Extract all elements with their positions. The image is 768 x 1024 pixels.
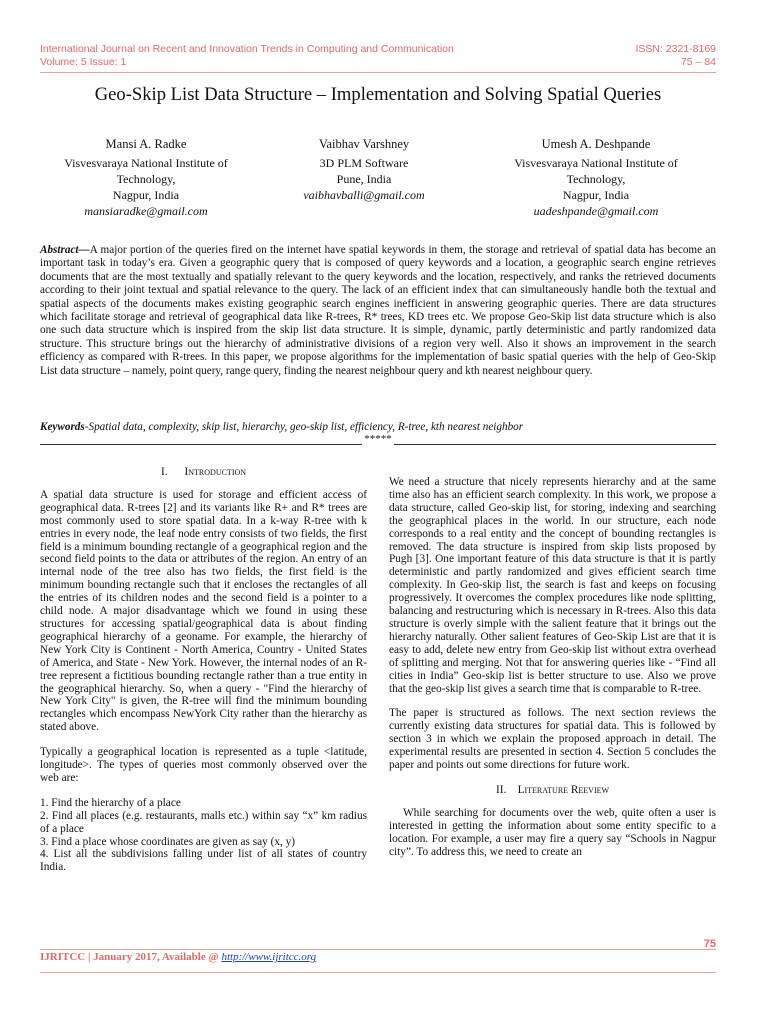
page-number: 75 <box>703 938 716 950</box>
author-affiliation: Visvesvaraya National Institute of <box>64 156 228 170</box>
header-rule <box>40 72 716 73</box>
author-3 <box>476 136 716 219</box>
author-affiliation: Technology, <box>116 172 176 186</box>
paper-title: Geo-Skip List Data Structure – Implementation and Solving Spatial Queries <box>94 84 662 105</box>
author-email: mansiaradke@gmail.com <box>84 204 208 218</box>
list-item: 3. Find a place whose coordinates are given as say (x, y) <box>40 835 296 848</box>
paragraph: Typically a geographical location is represented as a tuple <latitude, longitude>. The types of queries most commonly observed over the web are: <box>40 746 367 784</box>
separator-line <box>40 436 362 445</box>
paragraph: While searching for documents over the web, quite often a user is interested in getting the information about some entity specific to a location. For example, a user may fire a query say “Schools in Nagpur city”. To address this, we need to create an <box>389 806 716 858</box>
right-column <box>389 476 716 870</box>
separator-stars: ***** <box>364 433 392 445</box>
author-city: Nagpur, India <box>562 188 630 202</box>
section-number: II. <box>495 783 507 796</box>
author-name: Vaibhav Varshney <box>318 137 410 151</box>
author-email: vaibhavballi@gmail.com <box>303 188 425 202</box>
author-1 <box>26 136 266 219</box>
author-name: Umesh A. Deshpande <box>541 137 651 151</box>
section-title: Literature Reeview <box>517 783 610 796</box>
author-name: Mansi A. Radke <box>105 137 187 151</box>
footer-rule-top <box>40 949 716 950</box>
footer <box>40 951 316 963</box>
issn-header <box>635 43 716 69</box>
author-affiliation: Visvesvaraya National Institute of <box>514 156 678 170</box>
keywords-label: Keywords <box>40 421 85 433</box>
author-affiliation: 3D PLM Software <box>319 156 409 170</box>
list-item: 1. Find the hierarchy of a place <box>40 796 181 809</box>
paragraph: We need a structure that nicely represents hierarchy and at the same time also has an efficient search complexity. In this work, we propose a data structure, called Geo-skip list, for storing, indexing and searching the geographical places in the world. In our structure, each node corresponds to a real entity and the concept of bounding rectangles is removed. The data structure is inspired from skip lists proposed by Pugh [3]. One important feature of this data structure is that it is partly deterministic and partly randomized and gives efficient search time complexity. In Geo-skip list, the search is fast and keeps on focusing progressively. It overcomes the complex procedures like node splitting, balancing and restructuring which is necessary in R-trees. Also this data structure is overly simple with the salient feature that it brings out the hierarchy naturally. Other salient features of Geo-Skip List are that it is easy to add, delete new entry from Geo-skip list without extra overhead of splitting and merging. Not that for answering queries like - “Find all cities in India” Geo-skip list is better structure to use. Also we prove that the geo-skip list gives a search time that is comparable to R-tree. <box>389 476 716 695</box>
query-list <box>40 797 367 874</box>
paragraph: The paper is structured as follows. The next section reviews the currently existing data structures for spatial data. This is followed by section 3 in which we explain the proposed approach in detail. The experimental results are presented in section 4. Section 5 concludes the paper and points out some directions for future work. <box>389 707 716 772</box>
footer-text: IJRITCC | January 2017, Available @ <box>40 951 222 963</box>
journal-header <box>40 43 454 69</box>
author-email: uadeshpande@gmail.com <box>533 204 659 218</box>
journal-name: International Journal on Recent and Innovation Trends in Computing and Communication <box>40 43 454 55</box>
author-city: Pune, India <box>336 172 392 186</box>
paragraph: A spatial data structure is used for storage and efficient access of geographical data. R-trees [2] and its variants like R+ and R* trees are most commonly used to store spatial data. In a k-way R-tree with k entries in every node, the leaf node entry consists of two fields, the first field is a minimum bounding rectangle of a geographical region and the second field points to the data or attributes of the region. An entry of an internal node of the tree also has two fields, the first field is the minimum bounding rectangle such that it encloses the rectangles of all the entries of its children nodes and the second field is a pointer to a child node. A major disadvantage which we found in using these structures for accessing spatial/geographical data is about finding geographical hierarchy of a geoname. For example, the hierarchy of New York City is Continent - North America, Country - United States of America, and State - New York. However, the internal nodes of an R-tree represent a fictitious bounding rectangle rather than a true entity in the geographical hierarchy. So, when a query - "Find the hierarchy of New York City" is given, the R-tree will find the minimum bounding rectangles which encompass NewYork City rather than the hierarchy as stated above. <box>40 488 367 734</box>
keywords-text: -Spatial data, complexity, skip list, hierarchy, geo-skip list, efficiency, R-tree, kth nearest neighbor <box>84 421 524 433</box>
separator-line <box>394 436 716 445</box>
abstract <box>40 244 716 378</box>
footer-rule-bottom <box>40 972 716 973</box>
author-affiliation: Technology, <box>566 172 626 186</box>
section-separator <box>40 434 716 445</box>
author-city: Nagpur, India <box>112 188 180 202</box>
left-column <box>40 466 367 874</box>
page-range: 75 – 84 <box>680 56 716 68</box>
list-item: 2. Find all places (e.g. restaurants, malls etc.) within say “x” km radius of a place <box>40 809 367 835</box>
keywords <box>40 421 716 433</box>
list-item: 4. List all the subdivisions falling under list of all states of country India. <box>40 848 367 874</box>
section-title: Introduction <box>184 466 247 478</box>
abstract-text: A major portion of the queries fired on the internet have spatial keywords in them, the storage and retrieval of spatial data has become an important task in today’s era. Given a geographic query that is composed of query keywords and a location, a geographic search engine retrieves documents that are the most textually and spatially relevant to the query keywords and the location, respectively, and ranks the retrieved documents according to their joint textual and spatial relevance to the query. The lack of an efficient index that can simultaneously handle both the textual and spatial aspects of the documents makes existing geographic search engines inefficient in answering geographic queries. There are data structures which facilitate storage and retrieval of geographical data like R-trees, R* trees, KD trees etc. We propose Geo-Skip list data structure which is also one such data structure which is inspired from the skip list data structure. It is simple, dynamic, partly deterministic and partly randomized data structure. This structure brings out the hierarchy of administrative divisions of a region very well. Also it shows an improvement in the search efficiency as compared with R-trees. In this paper, we propose algorithms for the implementation of basic spatial queries with the help of Geo-Skip List data structure – namely, point query, range query, finding the nearest neighbour query and kth nearest neighbour query. <box>40 244 716 377</box>
journal-link[interactable]: http://www.ijritcc.org <box>221 951 317 963</box>
journal-volume: Volume: 5 Issue: 1 <box>40 56 127 68</box>
issn: ISSN: 2321-8169 <box>635 43 716 55</box>
section-heading-literature-review <box>389 784 716 797</box>
abstract-label: Abstract— <box>40 244 90 256</box>
section-heading-introduction <box>40 466 367 479</box>
section-number: I. <box>160 466 168 478</box>
author-2 <box>244 136 484 203</box>
